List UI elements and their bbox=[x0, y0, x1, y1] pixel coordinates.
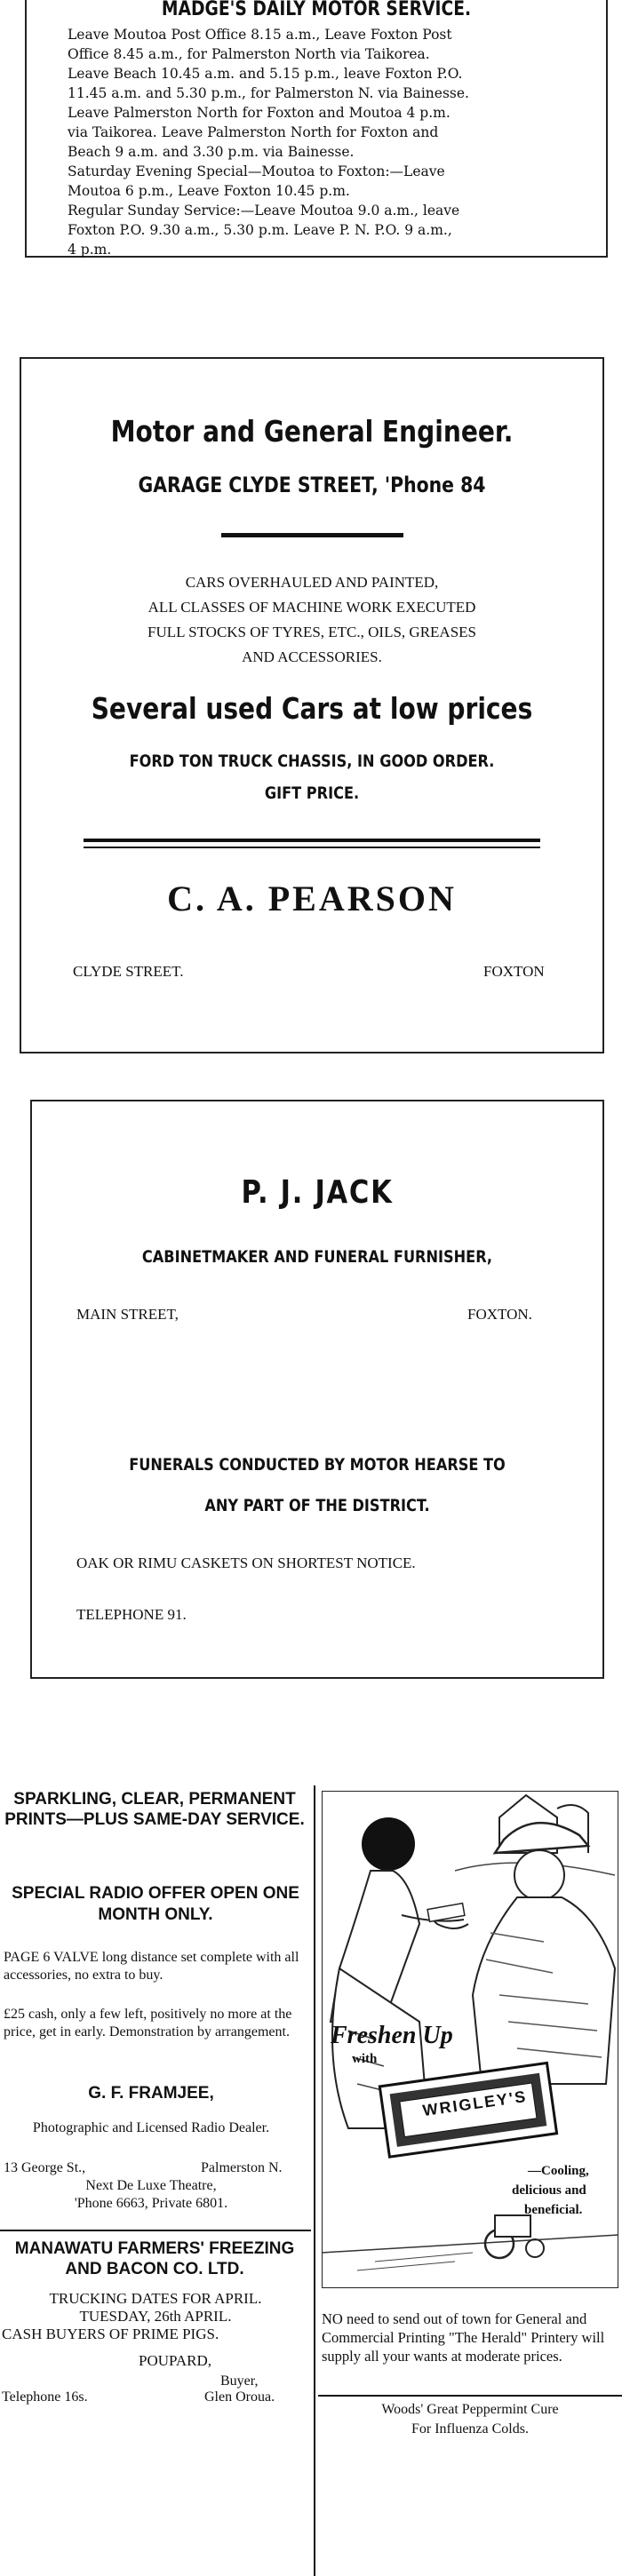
madge-line: Regular Sunday Service:—Leave Moutoa 9.0 a.m., leave bbox=[68, 203, 460, 219]
madge-line: Leave Palmerston North for Foxton and Moutoa 4 p.m. bbox=[68, 105, 451, 121]
jack-funerals-2: ANY PART OF THE DISTRICT. bbox=[204, 1496, 430, 1515]
manawatu-place: Glen Oroua. bbox=[204, 2389, 275, 2405]
pearson-service-line: CARS OVERHAULED AND PAINTED, bbox=[185, 574, 439, 591]
pearson-service-line: FULL STOCKS OF TYRES, ETC., OILS, GREASES bbox=[148, 624, 476, 640]
gum-tagline-2: delicious and bbox=[512, 2183, 586, 2198]
framjee-address-2: Next De Luxe Theatre, bbox=[85, 2178, 217, 2193]
madge-timetable bbox=[68, 25, 601, 259]
jack-funerals-1: FUNERALS CONDUCTED BY MOTOR HEARSE TO bbox=[129, 1455, 506, 1475]
pearson-town: FOXTON bbox=[483, 963, 545, 980]
madge-line: Office 8.45 a.m., for Palmerston North via Taikorea. bbox=[68, 46, 430, 62]
framjee-radio-heading: SPECIAL RADIO OFFER OPEN ONE MONTH ONLY. bbox=[12, 1884, 299, 1924]
gum-ad bbox=[322, 1791, 618, 2288]
manawatu-telephone: Telephone 16s. bbox=[2, 2389, 88, 2405]
herald-text: NO need to send out of town for General and Commercial Printing "The Herald" Printery will supply all your wants at moderate prices. bbox=[322, 2310, 605, 2365]
pearson-rule-1 bbox=[221, 533, 403, 537]
framjee-address-city: Palmerston N. bbox=[201, 2160, 283, 2175]
pearson-ford: FORD TON TRUCK CHASSIS, IN GOOD ORDER. bbox=[129, 751, 495, 771]
pearson-ad bbox=[20, 357, 604, 1053]
manawatu-cash: CASH BUYERS OF PRIME PIGS. bbox=[2, 2326, 219, 2342]
pearson-gift: GIFT PRICE. bbox=[264, 783, 360, 803]
jack-ad bbox=[30, 1100, 604, 1679]
column-divider bbox=[314, 1785, 315, 2576]
left-rule bbox=[0, 2230, 311, 2231]
madge-line: 4 p.m. bbox=[68, 242, 112, 258]
framjee-offer-2: £25 cash, only a few left, positively no more at the price, get in early. Demonstration by arrangement. bbox=[4, 2007, 292, 2039]
gum-freshen: Freshen Up bbox=[331, 2022, 453, 2049]
jack-trade: CABINETMAKER AND FUNERAL FURNISHER, bbox=[141, 1247, 493, 1267]
jack-telephone: TELEPHONE 91. bbox=[76, 1606, 187, 1623]
madge-line: Moutoa 6 p.m., Leave Foxton 10.45 p.m. bbox=[68, 183, 350, 199]
framjee-role: Photographic and Licensed Radio Dealer. bbox=[32, 2120, 270, 2135]
jack-street: MAIN STREET, bbox=[76, 1306, 179, 1323]
pearson-rule-2 bbox=[84, 839, 540, 842]
pearson-services bbox=[21, 570, 602, 670]
madge-line: Saturday Evening Special—Moutoa to Foxton:—Leave bbox=[68, 163, 445, 179]
manawatu-date: TUESDAY, 26th APRIL. bbox=[79, 2308, 232, 2325]
gum-with: with bbox=[352, 2052, 378, 2066]
manawatu-ad bbox=[0, 2238, 311, 2576]
manawatu-trucking: TRUCKING DATES FOR APRIL. bbox=[49, 2290, 262, 2307]
woods-line-2: For Influenza Colds. bbox=[411, 2421, 529, 2437]
madge-title: MADGE'S DAILY MOTOR SERVICE. bbox=[161, 0, 472, 20]
woods-line-1: Woods' Great Peppermint Cure bbox=[381, 2402, 559, 2417]
gum-tagline-3: beneficial. bbox=[524, 2203, 583, 2217]
framjee-prints: SPARKLING, CLEAR, PERMANENT PRINTS—PLUS SAME-DAY SERVICE. bbox=[4, 1790, 305, 1829]
pearson-rule-3 bbox=[84, 847, 540, 848]
manawatu-buyer: Buyer, bbox=[220, 2373, 259, 2389]
gum-tagline-1: —Cooling, bbox=[528, 2164, 589, 2178]
framjee-address-1: 13 George St., bbox=[4, 2160, 86, 2175]
right-rule bbox=[318, 2395, 622, 2397]
pearson-name: C. A. PEARSON bbox=[167, 879, 457, 918]
madge-line: Foxton P.O. 9.30 a.m., 5.30 p.m. Leave P. N. P.O. 9 a.m., bbox=[68, 222, 452, 238]
madge-line: Beach 9 a.m. and 3.30 p.m. via Bainesse. bbox=[68, 144, 355, 160]
jack-town: FOXTON. bbox=[467, 1306, 532, 1323]
framjee-offer-1: PAGE 6 VALVE long distance set complete with all accessories, no extra to buy. bbox=[4, 1950, 299, 1983]
pearson-heading: Motor and General Engineer. bbox=[110, 414, 514, 449]
pearson-service-line: ALL CLASSES OF MACHINE WORK EXECUTED bbox=[148, 599, 476, 616]
madge-line: Leave Beach 10.45 a.m. and 5.15 p.m., leave Foxton P.O. bbox=[68, 66, 463, 82]
pearson-street: CLYDE STREET. bbox=[73, 963, 184, 980]
madge-line: Leave Moutoa Post Office 8.15 a.m., Leave Foxton Post bbox=[68, 27, 452, 43]
pearson-service-line: AND ACCESSORIES. bbox=[242, 648, 382, 665]
jack-name: P. J. JACK bbox=[241, 1174, 394, 1211]
jack-caskets: OAK OR RIMU CASKETS ON SHORTEST NOTICE. bbox=[76, 1554, 416, 1571]
framjee-name: G. F. FRAMJEE, bbox=[88, 2084, 214, 2103]
framjee-phone: 'Phone 6663, Private 6801. bbox=[74, 2196, 228, 2211]
madge-ad bbox=[25, 0, 608, 258]
gum-pack-label: WRIGLEY'S bbox=[421, 2087, 529, 2120]
madge-line: 11.45 a.m. and 5.30 p.m., for Palmerston N. via Bainesse. bbox=[68, 85, 469, 101]
madge-line: via Taikorea. Leave Palmerston North for Foxton and bbox=[68, 124, 439, 140]
pearson-used-cars: Several used Cars at low prices bbox=[91, 691, 533, 726]
manawatu-heading: MANAWATU FARMERS' FREEZING AND BACON CO. LTD. bbox=[14, 2239, 295, 2278]
pearson-garage: GARAGE CLYDE STREET, 'Phone 84 bbox=[138, 473, 486, 497]
manawatu-poupard: POUPARD, bbox=[139, 2352, 212, 2369]
